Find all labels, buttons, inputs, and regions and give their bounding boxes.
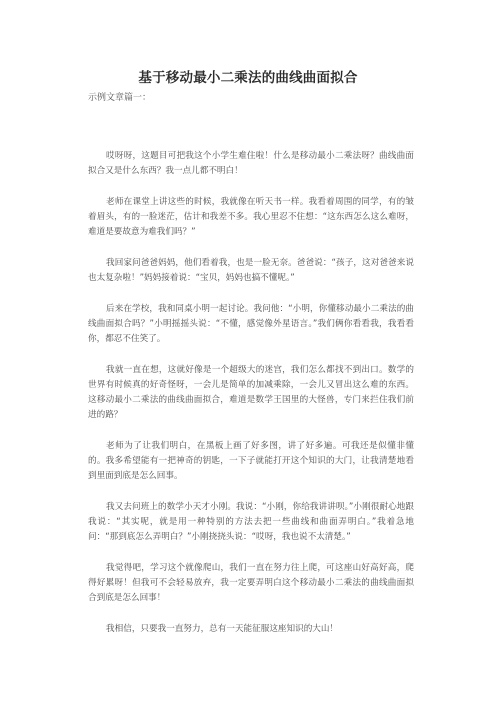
paragraph-6: 老师为了让我们明白，在黑板上画了好多图，讲了好多遍。可我还是似懂非懂的。我多希望能有一把神奇的钥匙，一下子就能打开这个知识的大门，让我清楚地看到里面到底是怎么回事。 [88,441,414,481]
paragraph-9: 我相信，只要我一直努力，总有一天能征服这座知识的大山！ [106,624,339,634]
paragraph-8: 我觉得吧，学习这个就像爬山，我们一直在努力往上爬，可这座山好高好高，爬得好累呀！但我可不会轻易放弃，我一定要弄明白这个移动最小二乘法的曲线曲面拟合到底是怎么回事！ [88,563,414,603]
document-subtitle: 示例文章篇一： [88,93,152,103]
paragraph-4: 后来在学校，我和同桌小明一起讨论。我问他：“小明，你懂移动最小二乘法的曲线曲面拟合吗？”小明摇摇头说：“不懂，感觉像外星语言。”我们俩你看看我，我看看你，都忍不住笑了。 [88,304,414,344]
paragraph-5: 我就一直在想，这就好像是一个超级大的迷宫，我们怎么都找不到出口。数学的世界有时候真的好奇怪呀，一会儿是简单的加减乘除，一会儿又冒出这么难的东西。这移动最小二乘法的曲线曲面拟合，难道是数学王国里的大怪兽，专门来拦住我们前进的路？ [88,365,414,420]
paragraph-2: 老师在课堂上讲这些的时候，我就像在听天书一样。我看着周围的同学，有的皱着眉头，有的一脸迷茫，估计和我差不多。我心里忍不住想：“这东西怎么这么难呀，难道是要故意为难我们吗？” [88,197,414,237]
paragraph-7: 我又去问班上的数学小天才小刚。我说：“小刚，你给我讲讲呗。”小刚很耐心地跟我说：“其实呢，就是用一种特别的方法去把一些曲线和曲面弄明白。”我着急地问：“那到底怎么弄明白？”小刚挠挠头说：“哎呀，我也说不太清楚。” [88,502,414,542]
document-body [88,149,414,637]
paragraph-3: 我回家问爸爸妈妈，他们看着我，也是一脸无奈。爸爸说：“孩子，这对爸爸来说也太复杂啦！”妈妈接着说：“宝贝，妈妈也搞不懂呢。” [88,258,414,283]
document-title: 基于移动最小二乘法的曲线曲面拟合 [138,70,358,86]
paragraph-1: 哎呀呀，这题目可把我这个小学生难住啦！什么是移动最小二乘法呀？曲线曲面拟合又是什么东西？我一点儿都不明白！ [88,151,414,176]
